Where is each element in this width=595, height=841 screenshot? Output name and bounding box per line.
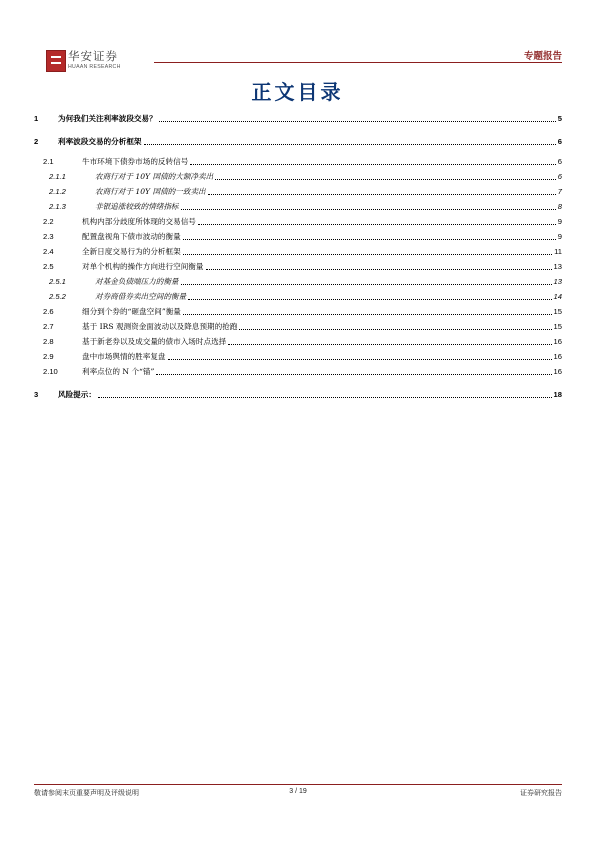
toc-entry[interactable]	[34, 153, 562, 167]
toc-entry-page: 16	[553, 337, 562, 346]
toc-entry[interactable]	[34, 333, 562, 347]
toc-entry[interactable]	[34, 133, 562, 147]
toc-entry-page: 16	[553, 352, 562, 361]
toc-entry-page: 11	[554, 247, 562, 256]
toc-entry-number: 2.7	[43, 322, 54, 331]
toc-entry-page: 9	[557, 217, 562, 226]
toc-entry[interactable]	[34, 228, 562, 242]
toc-entry-number: 2.4	[43, 247, 54, 256]
toc-entry-title: 非银追涨较致的情绪指标	[95, 202, 179, 211]
toc-dot-leader	[215, 178, 556, 180]
toc-entry-page: 8	[557, 202, 562, 211]
toc-entry-title: 对单个机构的操作方向进行空间衡量	[82, 262, 204, 271]
toc-entry-title: 基于新老券以及成交量的债市入场时点选择	[82, 337, 227, 346]
toc-entry-number: 2	[34, 137, 39, 146]
toc-entry-title: 为何我们关注利率波段交易？	[58, 114, 157, 123]
toc-entry-page: 7	[557, 187, 562, 196]
company-logo-icon	[46, 50, 66, 72]
toc-entry[interactable]	[34, 110, 562, 124]
toc-entry-page: 15	[553, 322, 562, 331]
toc-entry-number: 2.5	[43, 262, 54, 271]
toc-dot-leader	[181, 283, 552, 285]
page-number: 3 / 19	[289, 788, 307, 795]
toc-entry-page: 13	[553, 262, 562, 271]
toc-entry-number: 2.1.1	[49, 172, 66, 181]
toc-entry[interactable]	[34, 243, 562, 257]
footer-disclaimer: 敬请参阅末页重要声明及评级说明	[34, 789, 139, 797]
toc-entry-title: 细分到个券的“砸盘空间”衡量	[82, 307, 181, 316]
toc-entry-title: 全新日度交易行为的分析框架	[82, 247, 181, 256]
toc-entry-page: 16	[553, 367, 562, 376]
toc-entry-page: 13	[553, 277, 562, 286]
toc-entry[interactable]	[34, 258, 562, 272]
toc-entry-title: 农商行对于 10Y 国债的大额净卖出	[95, 172, 214, 181]
toc-dot-leader	[188, 298, 551, 300]
toc-dot-leader	[228, 343, 551, 345]
toc-dot-leader	[198, 223, 556, 225]
toc-dot-leader	[206, 268, 552, 270]
toc-entry-page: 18	[553, 390, 562, 399]
toc-entry-title: 基于 IRS 观测资金面波动以及降息预期的抢跑	[82, 322, 238, 331]
toc-dot-leader	[168, 358, 552, 360]
toc-entry-title: 对基金负债端压力的衡量	[95, 277, 179, 286]
toc-entry-number: 2.2	[43, 217, 54, 226]
toc-entry-number: 2.5.2	[49, 292, 66, 301]
toc-entry-title: 对券商借券卖出空间的衡量	[95, 292, 187, 301]
header-divider	[154, 62, 562, 63]
toc-entry-number: 2.1.3	[49, 202, 66, 211]
toc-entry[interactable]	[34, 303, 562, 317]
toc-entry[interactable]	[34, 213, 562, 227]
footer-divider	[34, 784, 562, 785]
toc-entry-number: 2.6	[43, 307, 54, 316]
company-name-en: HUAAN RESEARCH	[68, 64, 121, 70]
toc-entry-page: 9	[557, 232, 562, 241]
toc-entry-number: 2.3	[43, 232, 54, 241]
toc-entry[interactable]	[34, 318, 562, 332]
toc-entry-page: 14	[553, 292, 562, 301]
toc-entry-title: 利率波段交易的分析框架	[58, 137, 142, 146]
toc-entry-title: 农商行对于 10Y 国债的一致卖出	[95, 187, 206, 196]
table-of-contents	[34, 110, 562, 400]
toc-dot-leader	[183, 313, 552, 315]
toc-entry[interactable]	[34, 273, 562, 287]
toc-entry-page: 6	[557, 157, 562, 166]
toc-entry-number: 2.9	[43, 352, 54, 361]
toc-entry[interactable]	[34, 198, 562, 212]
toc-entry-title: 盘中市场舆情的胜率复盘	[82, 352, 166, 361]
toc-entry-number: 2.8	[43, 337, 54, 346]
toc-entry-title: 风险提示：	[58, 390, 96, 399]
toc-dot-leader	[183, 238, 556, 240]
footer-label: 证券研究报告	[520, 789, 562, 797]
toc-dot-leader	[190, 163, 555, 165]
toc-entry-number: 1	[34, 114, 39, 123]
toc-dot-leader	[144, 143, 556, 145]
toc-entry-title: 配置盘视角下债市波动的衡量	[82, 232, 181, 241]
toc-entry-page: 6	[557, 137, 562, 146]
toc-entry-title: 牛市环境下债券市场的反转信号	[82, 157, 189, 166]
toc-entry-number: 3	[34, 390, 39, 399]
toc-dot-leader	[181, 208, 556, 210]
toc-entry[interactable]	[34, 386, 562, 400]
toc-dot-leader	[98, 396, 552, 398]
toc-entry-number: 2.1.2	[49, 187, 66, 196]
toc-entry-title: 利率点位的 N 个“锚”	[82, 367, 155, 376]
toc-dot-leader	[183, 253, 552, 255]
report-type-label: 专题报告	[523, 51, 562, 62]
toc-entry-page: 6	[557, 172, 562, 181]
toc-dot-leader	[208, 193, 556, 195]
toc-entry-number: 2.5.1	[49, 277, 66, 286]
toc-entry[interactable]	[34, 168, 562, 182]
toc-entry-page: 15	[553, 307, 562, 316]
toc-dot-leader	[159, 120, 556, 122]
toc-entry[interactable]	[34, 363, 562, 377]
toc-dot-leader	[156, 373, 551, 375]
toc-entry-number: 2.1	[43, 157, 54, 166]
company-name-cn: 华安证券	[68, 49, 118, 63]
toc-entry-page: 5	[557, 114, 562, 123]
toc-dot-leader	[239, 328, 551, 330]
toc-entry[interactable]	[34, 288, 562, 302]
page-header	[34, 46, 562, 76]
toc-entry-number: 2.10	[43, 367, 58, 376]
toc-entry[interactable]	[34, 348, 562, 362]
page-title: 正文目录	[251, 80, 344, 104]
toc-entry-title: 机构内部分歧度所体现的交易信号	[82, 217, 196, 226]
toc-entry[interactable]	[34, 183, 562, 197]
